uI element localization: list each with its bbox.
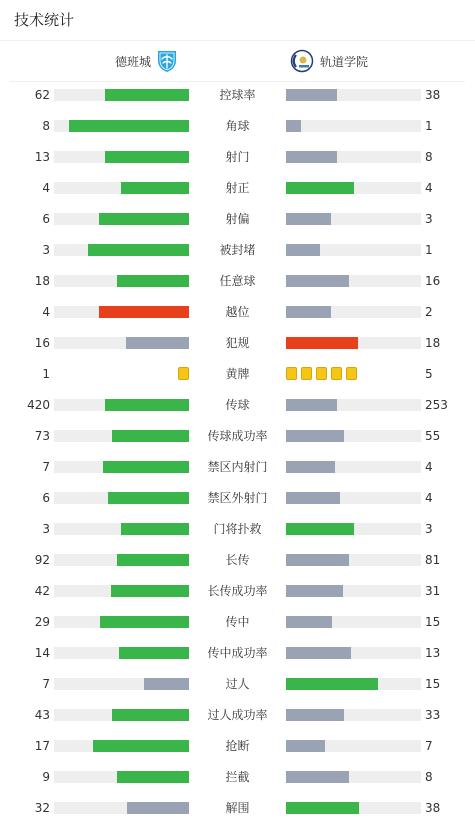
away-stat-bar-track xyxy=(286,523,421,535)
away-stat-bar-track xyxy=(286,213,421,225)
stat-row xyxy=(0,173,475,204)
away-stat-value: 2 xyxy=(425,305,433,319)
home-stat-bar xyxy=(144,678,189,690)
shield-crest-icon xyxy=(155,49,179,73)
stat-label: 射偏 xyxy=(225,212,250,226)
home-stat-bar xyxy=(117,554,189,566)
away-stat-bar-track xyxy=(286,616,421,628)
stat-label: 角球 xyxy=(225,119,250,133)
stat-label: 控球率 xyxy=(219,88,256,102)
stat-label: 拦截 xyxy=(225,770,250,784)
away-stat-bar xyxy=(286,244,320,256)
away-stat-bar-track xyxy=(286,678,421,690)
round-badge-icon xyxy=(290,49,314,73)
stat-label: 长传成功率 xyxy=(207,584,268,598)
home-stat-bar-track xyxy=(54,306,189,318)
home-team-name: 德班城 xyxy=(114,54,151,69)
away-stat-bar xyxy=(286,275,349,287)
away-stat-bar-track xyxy=(286,89,421,101)
stat-row xyxy=(0,793,475,824)
stat-label: 禁区外射门 xyxy=(207,491,268,505)
home-stat-value: 7 xyxy=(42,460,50,474)
away-stat-bar-track xyxy=(286,399,421,411)
home-stat-value: 16 xyxy=(34,336,50,350)
away-team-name: 轨道学院 xyxy=(320,54,369,69)
stats-list xyxy=(0,80,475,824)
home-stat-bar xyxy=(100,616,189,628)
stat-row xyxy=(0,607,475,638)
home-stat-bar xyxy=(103,461,189,473)
stat-label: 抢断 xyxy=(225,739,250,753)
stat-row xyxy=(0,731,475,762)
stat-label: 射门 xyxy=(225,150,250,164)
home-stat-bar-track xyxy=(54,89,189,101)
away-stat-bar-track xyxy=(286,709,421,721)
away-stat-bar xyxy=(286,554,349,566)
home-stat-bar xyxy=(117,275,189,287)
away-stat-bar-track xyxy=(286,275,421,287)
home-stat-bar xyxy=(99,306,189,318)
stat-row xyxy=(0,421,475,452)
home-stat-bar-track xyxy=(54,616,189,628)
home-stat-bar xyxy=(69,120,189,132)
away-stat-bar xyxy=(286,523,354,535)
away-stat-bar-track xyxy=(286,585,421,597)
home-stat-value: 29 xyxy=(34,615,50,629)
away-stat-value: 33 xyxy=(425,708,441,722)
away-stat-value: 4 xyxy=(425,491,433,505)
away-stat-value: 18 xyxy=(425,336,441,350)
away-stat-bar-track xyxy=(286,182,421,194)
away-stat-bar xyxy=(286,585,343,597)
home-stat-value: 32 xyxy=(34,801,50,815)
away-stat-bar-track xyxy=(286,647,421,659)
away-stat-value: 38 xyxy=(425,801,441,815)
home-yellow-cards xyxy=(178,367,189,380)
stat-row xyxy=(0,576,475,607)
away-stat-bar xyxy=(286,213,331,225)
away-stat-bar-track xyxy=(286,461,421,473)
stat-row xyxy=(0,762,475,793)
home-stat-bar-track xyxy=(54,213,189,225)
home-stat-bar xyxy=(121,523,189,535)
stat-label: 禁区内射门 xyxy=(207,460,268,474)
stat-label: 传中 xyxy=(225,615,250,629)
away-stat-bar xyxy=(286,802,359,814)
home-stat-value: 14 xyxy=(34,646,50,660)
home-stat-bar-track xyxy=(54,244,189,256)
away-stat-value: 5 xyxy=(425,367,433,381)
home-stat-bar-track xyxy=(54,461,189,473)
away-yellow-cards xyxy=(286,367,357,380)
stat-row xyxy=(0,359,475,390)
home-stat-value: 42 xyxy=(34,584,50,598)
stat-row xyxy=(0,390,475,421)
home-stat-bar xyxy=(126,337,189,349)
home-team[interactable] xyxy=(115,41,179,81)
stat-label: 过人 xyxy=(225,677,250,691)
away-stat-bar-track xyxy=(286,740,421,752)
home-stat-bar-track xyxy=(54,275,189,287)
away-stat-value: 7 xyxy=(425,739,433,753)
home-stat-bar xyxy=(105,151,189,163)
away-stat-value: 8 xyxy=(425,150,433,164)
stat-row xyxy=(0,80,475,111)
stat-row xyxy=(0,483,475,514)
page-title: 技术统计 xyxy=(0,0,475,41)
home-stat-bar xyxy=(112,430,189,442)
yellow-card-icon xyxy=(286,367,297,380)
home-stat-bar-track xyxy=(54,585,189,597)
stat-row xyxy=(0,452,475,483)
away-stat-value: 1 xyxy=(425,243,433,257)
away-stat-bar-track xyxy=(286,771,421,783)
home-stat-bar xyxy=(111,585,189,597)
home-stat-bar-track xyxy=(54,802,189,814)
away-stat-bar xyxy=(286,740,325,752)
away-stat-bar xyxy=(286,771,349,783)
away-stat-value: 81 xyxy=(425,553,441,567)
home-stat-bar xyxy=(112,709,189,721)
home-stat-bar-track xyxy=(54,709,189,721)
stat-label: 过人成功率 xyxy=(207,708,268,722)
away-stat-value: 31 xyxy=(425,584,441,598)
home-stat-value: 9 xyxy=(42,770,50,784)
away-stat-bar xyxy=(286,678,378,690)
home-stat-bar-track xyxy=(54,771,189,783)
home-stat-bar-track xyxy=(54,492,189,504)
home-stat-value: 8 xyxy=(42,119,50,133)
home-stat-bar xyxy=(108,492,189,504)
home-stat-value: 17 xyxy=(34,739,50,753)
home-stat-value: 4 xyxy=(42,305,50,319)
away-stat-bar-track xyxy=(286,306,421,318)
stat-label: 传中成功率 xyxy=(207,646,268,660)
home-stat-value: 6 xyxy=(42,212,50,226)
stat-label: 传球成功率 xyxy=(207,429,268,443)
stat-label: 解围 xyxy=(225,801,250,815)
away-stat-bar-track xyxy=(286,337,421,349)
away-stat-bar xyxy=(286,461,335,473)
away-stat-value: 15 xyxy=(425,615,441,629)
home-stat-value: 18 xyxy=(34,274,50,288)
stat-label: 越位 xyxy=(225,305,250,319)
away-stat-bar xyxy=(286,337,358,349)
away-stat-value: 3 xyxy=(425,212,433,226)
away-stat-bar-track xyxy=(286,244,421,256)
stat-row xyxy=(0,669,475,700)
away-stat-bar xyxy=(286,151,337,163)
stat-row xyxy=(0,700,475,731)
home-stat-value: 420 xyxy=(27,398,50,412)
stat-label: 任意球 xyxy=(219,274,256,288)
home-stat-bar xyxy=(127,802,189,814)
home-stat-bar xyxy=(93,740,189,752)
away-stat-bar xyxy=(286,647,351,659)
away-stat-bar-track xyxy=(286,151,421,163)
away-stat-value: 55 xyxy=(425,429,441,443)
stat-label: 长传 xyxy=(225,553,250,567)
away-stat-bar xyxy=(286,89,337,101)
away-stat-value: 13 xyxy=(425,646,441,660)
home-stat-bar-track xyxy=(54,678,189,690)
away-stat-value: 38 xyxy=(425,88,441,102)
yellow-card-icon xyxy=(331,367,342,380)
home-stat-bar-track xyxy=(54,523,189,535)
away-stat-bar-track xyxy=(286,430,421,442)
away-stat-value: 1 xyxy=(425,119,433,133)
home-stat-bar xyxy=(119,647,189,659)
stat-label: 射正 xyxy=(225,181,250,195)
yellow-card-icon xyxy=(346,367,357,380)
home-stat-value: 1 xyxy=(42,367,50,381)
stat-row xyxy=(0,297,475,328)
home-stat-bar-track xyxy=(54,554,189,566)
home-stat-bar xyxy=(121,182,189,194)
stat-label: 犯规 xyxy=(225,336,250,350)
home-stat-value: 4 xyxy=(42,181,50,195)
home-stat-bar xyxy=(105,89,189,101)
yellow-card-icon xyxy=(316,367,327,380)
stat-row xyxy=(0,545,475,576)
home-stat-bar-track xyxy=(54,337,189,349)
teams-header xyxy=(10,41,465,82)
away-stat-bar xyxy=(286,306,331,318)
stat-row xyxy=(0,142,475,173)
away-stat-bar-track xyxy=(286,492,421,504)
stat-row xyxy=(0,638,475,669)
stat-label: 黄牌 xyxy=(225,367,250,381)
away-stat-value: 4 xyxy=(425,460,433,474)
home-stat-bar-track xyxy=(54,399,189,411)
home-stat-bar xyxy=(88,244,189,256)
home-stat-bar xyxy=(117,771,189,783)
yellow-card-icon xyxy=(178,367,189,380)
stat-label: 传球 xyxy=(225,398,250,412)
away-stat-value: 15 xyxy=(425,677,441,691)
home-stat-bar xyxy=(99,213,189,225)
home-stat-value: 92 xyxy=(34,553,50,567)
yellow-card-icon xyxy=(301,367,312,380)
away-stat-value: 16 xyxy=(425,274,441,288)
stat-row xyxy=(0,328,475,359)
home-stat-value: 62 xyxy=(34,88,50,102)
away-team[interactable] xyxy=(290,41,368,81)
home-stat-value: 73 xyxy=(34,429,50,443)
away-stat-bar xyxy=(286,492,340,504)
stat-row xyxy=(0,235,475,266)
home-stat-bar-track xyxy=(54,647,189,659)
stat-label: 门将扑救 xyxy=(213,522,262,536)
away-stat-bar-track xyxy=(286,802,421,814)
home-stat-value: 3 xyxy=(42,243,50,257)
stat-row xyxy=(0,111,475,142)
home-stat-bar-track xyxy=(54,740,189,752)
home-stat-value: 7 xyxy=(42,677,50,691)
stat-row xyxy=(0,514,475,545)
home-stat-bar-track xyxy=(54,430,189,442)
away-stat-bar xyxy=(286,120,301,132)
home-stat-bar-track xyxy=(54,151,189,163)
away-stat-value: 8 xyxy=(425,770,433,784)
away-stat-bar-track xyxy=(286,120,421,132)
stat-row xyxy=(0,204,475,235)
away-stat-bar xyxy=(286,399,337,411)
home-stat-bar xyxy=(105,399,189,411)
away-stat-bar xyxy=(286,430,344,442)
away-stat-bar xyxy=(286,709,344,721)
away-stat-bar-track xyxy=(286,554,421,566)
away-stat-bar xyxy=(286,182,354,194)
home-stat-value: 13 xyxy=(34,150,50,164)
away-stat-bar xyxy=(286,616,332,628)
stat-row xyxy=(0,266,475,297)
stat-label: 被封堵 xyxy=(219,243,256,257)
home-stat-value: 43 xyxy=(34,708,50,722)
home-stat-bar-track xyxy=(54,182,189,194)
home-stat-value: 3 xyxy=(42,522,50,536)
away-stat-value: 3 xyxy=(425,522,433,536)
away-stat-value: 4 xyxy=(425,181,433,195)
away-stat-value: 253 xyxy=(425,398,448,412)
home-stat-value: 6 xyxy=(42,491,50,505)
home-stat-bar-track xyxy=(54,120,189,132)
